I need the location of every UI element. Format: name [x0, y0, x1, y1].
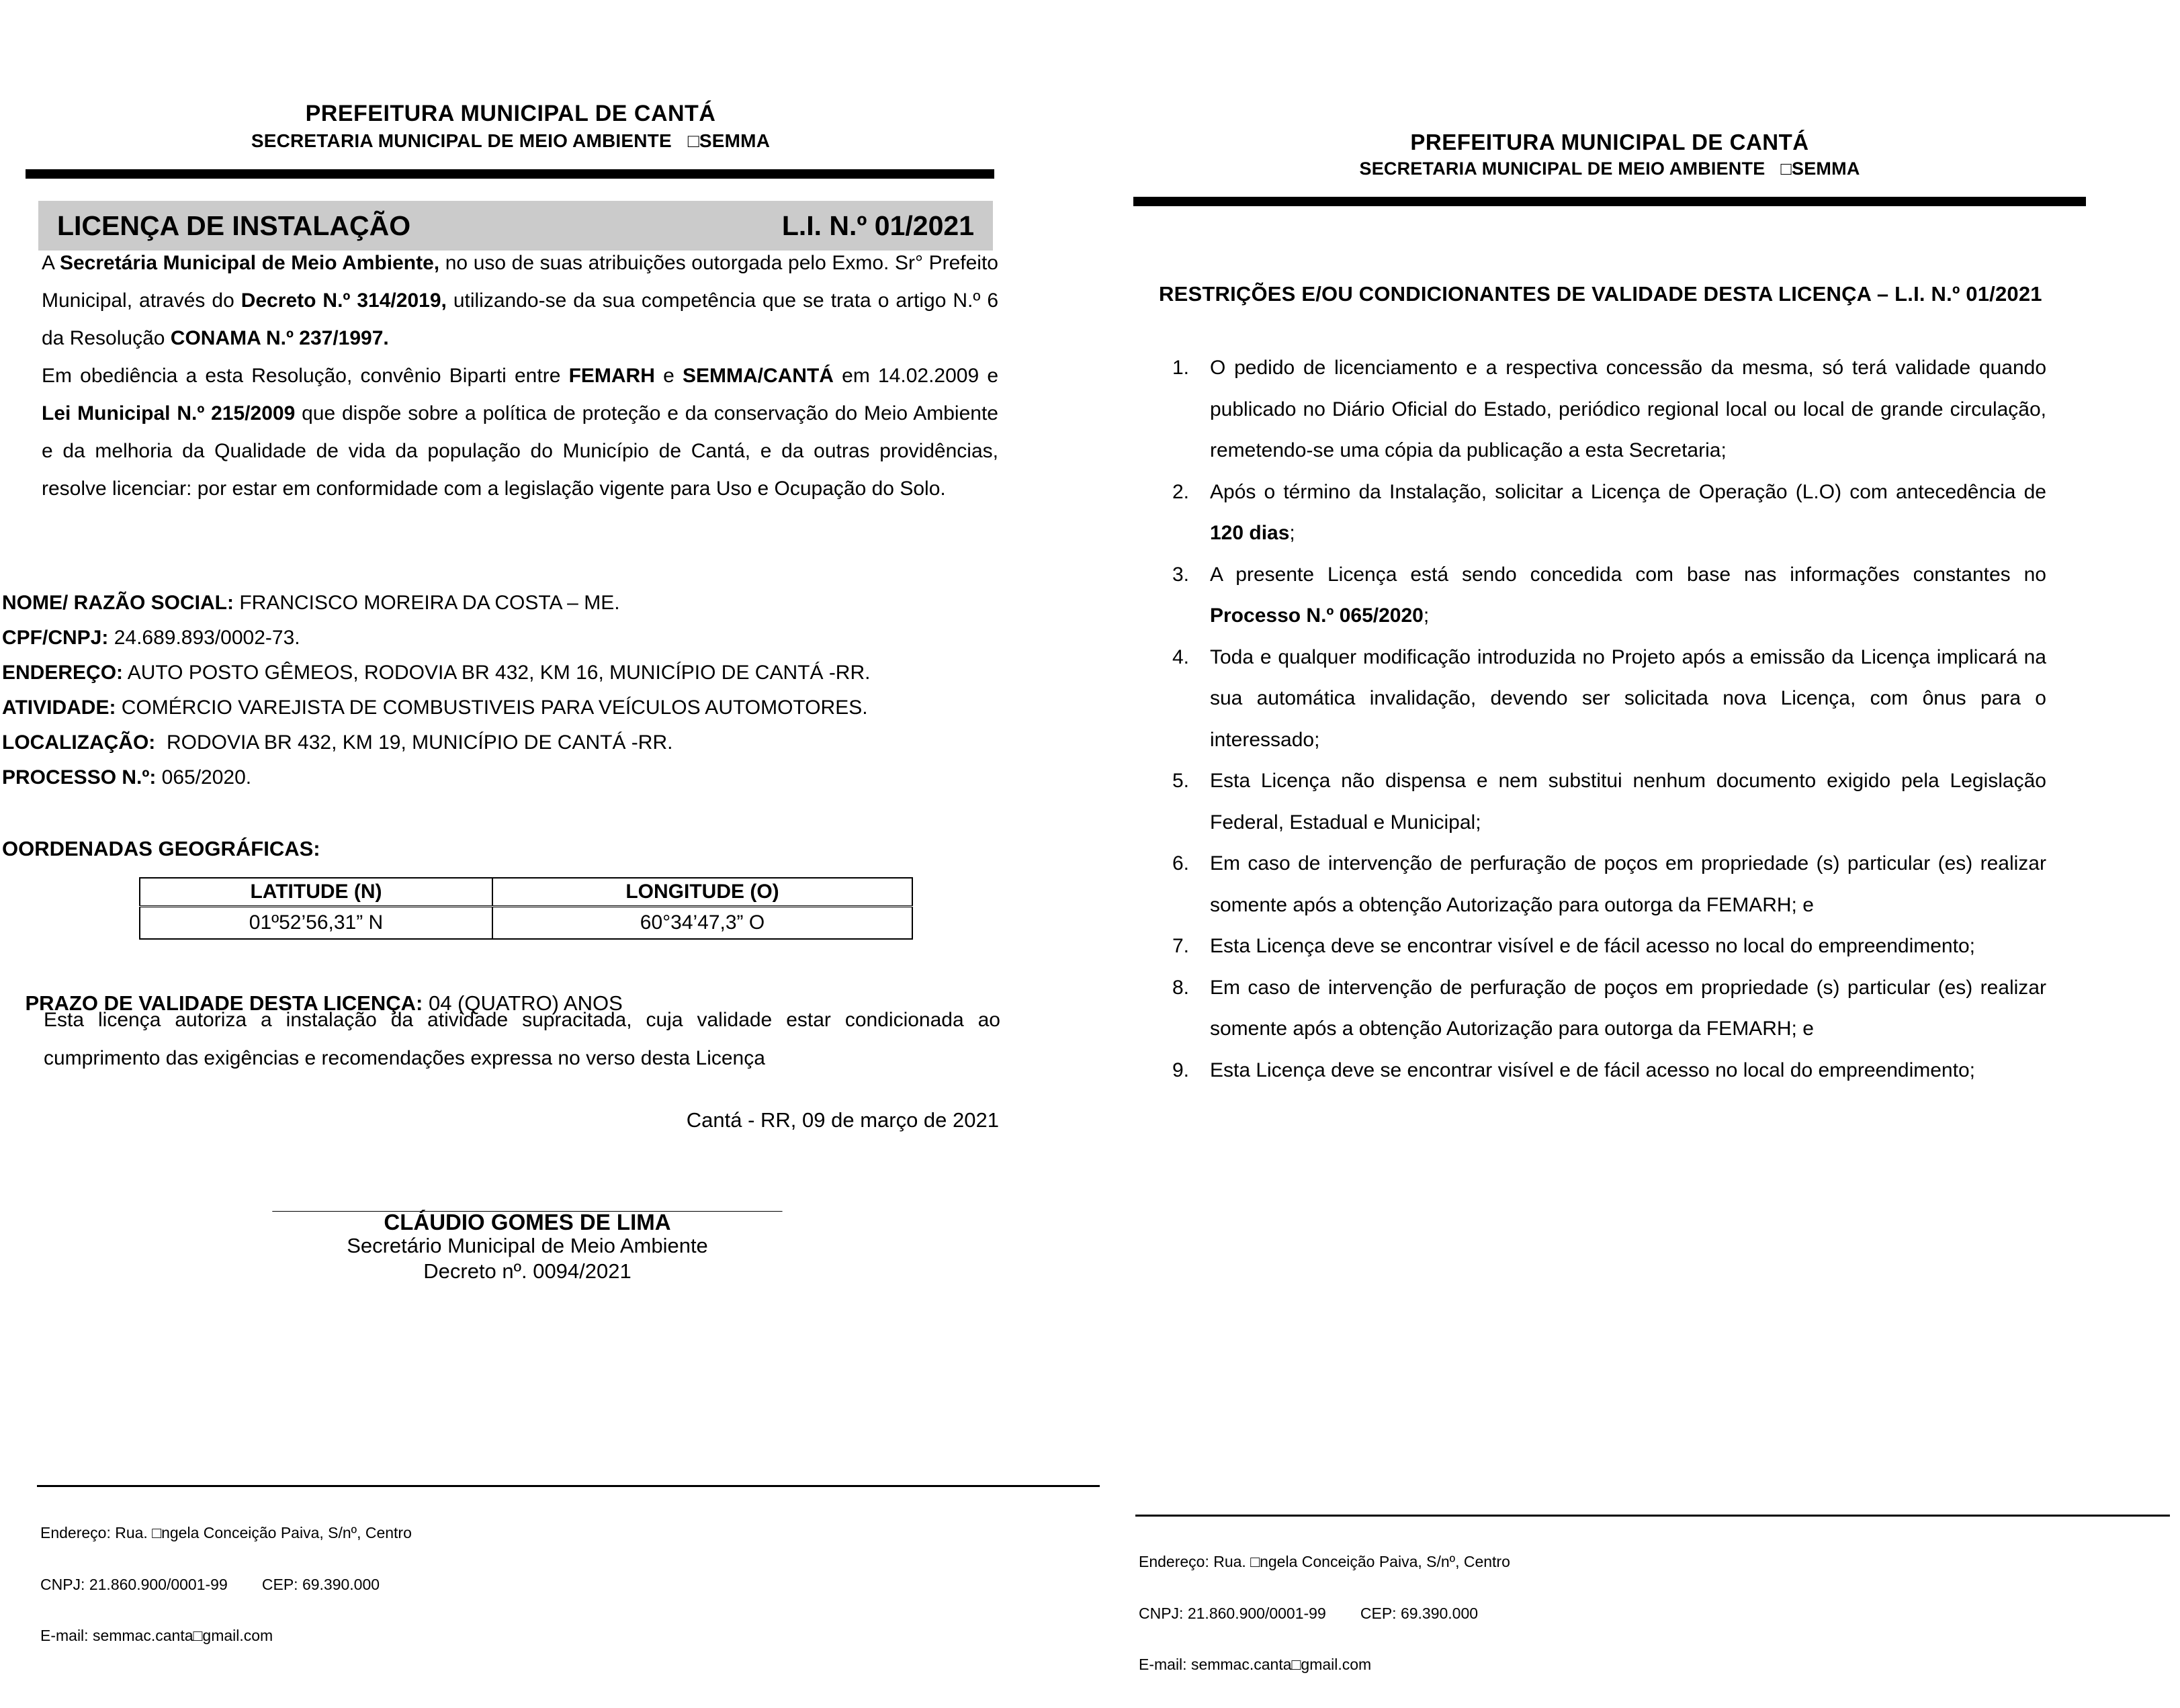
prazo-label: PRAZO DE VALIDADE DESTA LICENÇA:	[25, 991, 423, 1015]
item-number: 6.	[1172, 852, 1190, 874]
license-title: LICENÇA DE INSTALAÇÃO	[57, 210, 411, 241]
item-text: Após o término da Instalação, solicitar a Licença de Operação (L.O) com antecedência de 120 dias;	[1210, 480, 2046, 544]
intro-paragraph-2: Em obediência a esta Resolução, convênio Biparti entre FEMARH e SEMMA/CANTÁ em 14.02.2009 e Lei Municipal N.º 215/2009 que dispõe sobre a política de proteção e da conservação do Meio Ambiente e da melhoria da Qualidade de vida da população do Município de Cantá, e da outras providências, resolve licenciar: por estar em conformidade com a legislação vigente para Uso e Ocupação do Solo.	[42, 365, 999, 500]
field-label: CPF/CNPJ:	[2, 627, 109, 649]
restriction-item-2	[1172, 471, 2046, 554]
footer-address: Endereço: Rua. □ngela Conceição Paiva, S/nº, Centro	[1139, 1553, 1510, 1570]
field-value: AUTO POSTO GÊMEOS, RODOVIA BR 432, KM 16, MUNICÍPIO DE CANTÁ -RR.	[123, 662, 871, 684]
item-text: Toda e qualquer modificação introduzida no Projeto após a emissão da Licença implicará na sua automática invalidação, devendo ser solicitada nova Licença, com ônus para o interessado;	[1210, 645, 2046, 751]
field-localizacao	[2, 725, 1023, 760]
restriction-item-9	[1172, 1050, 2046, 1091]
field-value: 24.689.893/0002-73.	[108, 627, 300, 649]
latitude-header: LATITUDE (N)	[140, 878, 492, 907]
restriction-item-1	[1172, 347, 2046, 471]
item-number: 3.	[1172, 563, 1190, 586]
intro-paragraph-1: A Secretária Municipal de Meio Ambiente, no uso de suas atribuições outorgada pelo Exmo. Sr° Prefeito Municipal, através do Decreto N.º 314/2019, utilizando-se da sua competência que se trata o artigo N.º 6 da Resolução CONAMA N.º 237/1997.	[42, 252, 998, 349]
restriction-item-4	[1172, 637, 2046, 761]
field-label: NOME/ RAZÃO SOCIAL:	[2, 592, 234, 614]
field-endereco	[2, 656, 1023, 690]
latitude-value: 01º52’56,31” N	[140, 907, 492, 940]
restriction-item-5	[1172, 760, 2046, 843]
item-text: O pedido de licenciamento e a respectiva concessão da mesma, só terá validade quando publicado no Diário Oficial do Estado, periódico regional local ou local de grande circulação, remetendo-se uma cópia da publicação a esta Secretaria;	[1210, 357, 2046, 461]
license-intro	[42, 244, 998, 508]
right-org-title: PREFEITURA MUNICIPAL DE CANTÁ	[1410, 130, 1809, 154]
coords-table	[139, 877, 913, 940]
left-footer	[40, 1490, 412, 1679]
prazo-value: 04 (QUATRO) ANOS	[423, 991, 623, 1015]
field-processo	[2, 760, 1023, 795]
right-org-subtitle: SECRETARIA MUNICIPAL DE MEIO AMBIENTE □SEMMA	[1359, 159, 1860, 179]
field-label: PROCESSO N.º:	[2, 766, 157, 789]
restriction-item-7	[1172, 926, 2046, 967]
right-footer	[1139, 1519, 1510, 1708]
restriction-item-6	[1172, 843, 2046, 926]
field-cpf-cnpj	[2, 621, 1023, 656]
field-value: RODOVIA BR 432, KM 19, MUNICÍPIO DE CANTÁ -RR.	[155, 731, 673, 754]
signature-block	[249, 1192, 806, 1284]
item-text: Esta Licença deve se encontrar visível e de fácil acesso no local do empreendimento;	[1210, 1059, 1975, 1081]
signatory-role: Secretário Municipal de Meio Ambiente	[347, 1234, 708, 1257]
coords-value-row	[140, 907, 912, 940]
item-number: 1.	[1172, 357, 1190, 379]
signatory-decree: Decreto nº. 0094/2021	[423, 1259, 631, 1283]
left-org-subtitle: SECRETARIA MUNICIPAL DE MEIO AMBIENTE □SEMMA	[251, 130, 771, 151]
item-number: 2.	[1172, 480, 1190, 503]
restrictions-list	[1172, 347, 2046, 1091]
item-number: 5.	[1172, 770, 1190, 792]
field-label: ATIVIDADE:	[2, 696, 116, 719]
left-footer-rule	[37, 1485, 1100, 1487]
item-text: A presente Licença está sendo concedida com base nas informações constantes no Processo N.º 065/2020;	[1210, 563, 2046, 627]
restriction-item-8	[1172, 967, 2046, 1050]
license-title-bar	[38, 201, 993, 251]
license-number: L.I. N.º 01/2021	[781, 210, 974, 241]
item-text: Esta Licença deve se encontrar visível e de fácil acesso no local do empreendimento;	[1210, 935, 1975, 957]
field-label: ENDEREÇO:	[2, 662, 124, 684]
item-text: Esta Licença não dispensa e nem substitui nenhum documento exigido pela Legislação Federal, Estadual e Municipal;	[1210, 770, 2046, 834]
item-number: 8.	[1172, 976, 1190, 999]
footer-email: E-mail: semmac.canta□gmail.com	[40, 1627, 273, 1644]
validity-note: Esta licença autoriza a instalação da atividade supracitada, cuja validade estar condicionada ao cumprimento das exigências e recomendações expressa no verso desta Licença	[44, 1009, 1000, 1069]
restriction-item-3	[1172, 554, 2046, 637]
field-razao-social	[2, 586, 1023, 621]
left-header-rule	[26, 169, 994, 179]
licensee-fields	[2, 586, 1023, 795]
field-label: LOCALIZAÇÃO:	[2, 731, 156, 754]
field-value: 065/2020.	[156, 766, 252, 789]
longitude-value: 60°34’47,3” O	[492, 907, 912, 940]
field-atividade	[2, 690, 1023, 725]
longitude-header: LONGITUDE (O)	[492, 878, 912, 907]
footer-address: Endereço: Rua. □ngela Conceição Paiva, S/nº, Centro	[40, 1524, 412, 1541]
item-number: 9.	[1172, 1059, 1190, 1081]
footer-cnpj-cep: CNPJ: 21.860.900/0001-99 CEP: 69.390.000	[40, 1575, 380, 1593]
item-number: 4.	[1172, 645, 1190, 668]
coords-heading: OORDENADAS GEOGRÁFICAS:	[2, 837, 320, 860]
item-text: Em caso de intervenção de perfuração de poços em propriedade (s) particular (es) realizar somente após a obtenção Autorização para outorga da FEMARH; e	[1210, 976, 2046, 1040]
signature-rule: ____________________________________________	[272, 1192, 783, 1212]
right-header-rule	[1133, 197, 2086, 206]
coords-header-row	[140, 878, 912, 907]
signatory-name: CLÁUDIO GOMES DE LIMA	[384, 1210, 671, 1234]
item-number: 7.	[1172, 935, 1190, 957]
field-value: FRANCISCO MOREIRA DA COSTA – ME.	[234, 592, 620, 614]
restrictions-heading: RESTRIÇÕES E/OU CONDICIONANTES DE VALIDADE DESTA LICENÇA – L.I. N.º 01/2021	[1159, 282, 2042, 306]
footer-cnpj-cep: CNPJ: 21.860.900/0001-99 CEP: 69.390.000	[1139, 1604, 1479, 1622]
left-org-title: PREFEITURA MUNICIPAL DE CANTÁ	[305, 101, 716, 126]
footer-email: E-mail: semmac.canta□gmail.com	[1139, 1656, 1372, 1673]
date-line: Cantá - RR, 09 de março de 2021	[686, 1108, 999, 1132]
field-value: COMÉRCIO VAREJISTA DE COMBUSTIVEIS PARA VEÍCULOS AUTOMOTORES.	[116, 696, 868, 719]
item-text: Em caso de intervenção de perfuração de poços em propriedade (s) particular (es) realizar somente após a obtenção Autorização para outorga da FEMARH; e	[1210, 852, 2046, 916]
right-footer-rule	[1135, 1515, 2170, 1517]
